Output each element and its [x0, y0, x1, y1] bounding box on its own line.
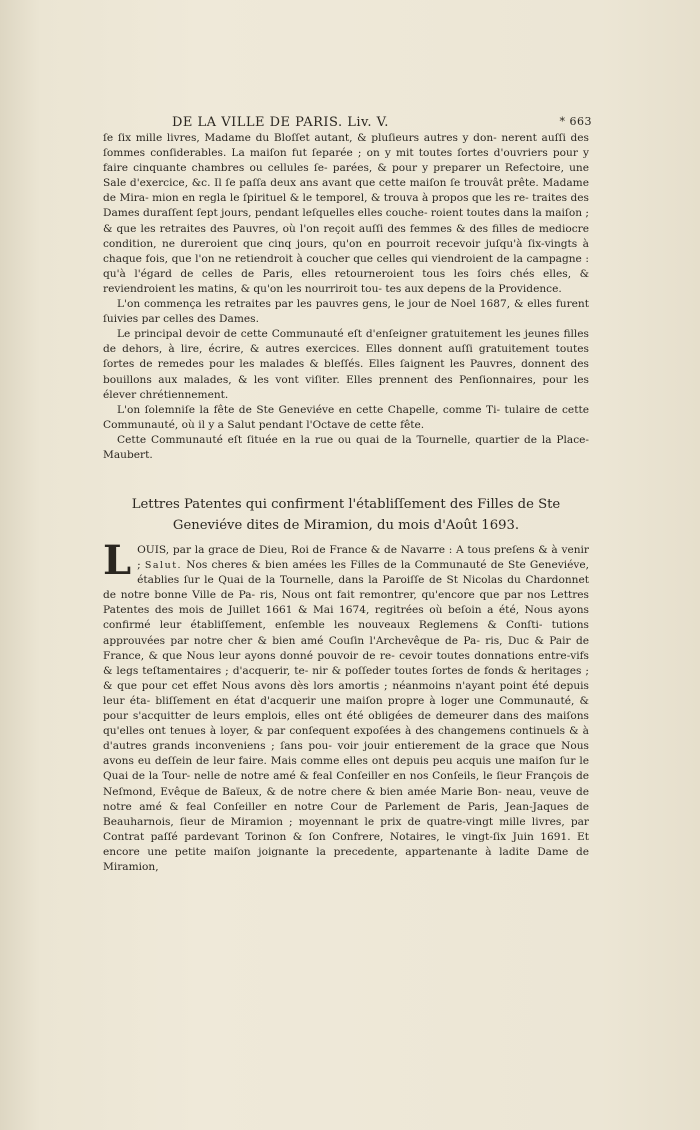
letters-patent-text: [103, 537, 589, 875]
paragraph: Le principal devoir de cette Communauté eſt d'enſeigner gratuitement les jeunes filles de dehors, à lire, écrire, & autres exercices. Elles donnent auſſi gratuitement toutes ſortes de remedes pour les malades & bleſſés. Elles ſaignent les Pauvres, donnent des bouillons aux malades, & les vont viſiter. Elles prennent des Penſionnaires, pour les élever chrétiennement.: [103, 328, 589, 401]
drop-cap: L: [103, 537, 132, 584]
letters-opening: OUIS, par la grace de Dieu, Roi de France & de Navarre : A tous preſens & à venir ;: [137, 544, 589, 572]
section-title-line: Geneviéve dites de Miramion, du mois d'Août 1693.: [172, 518, 520, 533]
paragraph: L'on commença les retraites par les pauvres gens, le jour de Noel 1687, & elles furent ſuivies par celles des Dames.: [103, 298, 589, 326]
section-title-line: Lettres Patentes qui confirment l'établiſſement des Filles de Ste: [131, 497, 561, 512]
paragraph: Cette Communauté eſt ſituée en la rue ou quai de la Tournelle, quartier de la Place-Maubert.: [103, 433, 589, 461]
page-number: * 663: [559, 115, 592, 128]
body-text-top: [103, 131, 589, 463]
section-title: [103, 494, 589, 536]
running-title: DE LA VILLE DE PARIS. Liv. V.: [172, 115, 389, 130]
salut-word: Salut.: [144, 560, 183, 572]
paragraph: ſe ſix mille livres, Madame du Bloſſet autant, & pluſieurs autres y don- nerent auſſi des ſommes conſiderables. La maiſon fut ſeparée ; on y mit toutes ſortes d'ouvriers pour y faire cinquante chambres ou cellules ſe- parées, & pour y preparer un Refectoire, une Sale d'exercice, &c. Il ſe paſſa deux ans avant que cette maiſon ſe trouvât prête. Madame de Mira- mion en regla le ſpirituel & le temporel, & trouva à propos que les re- traites des Dames duraſſent ſept jours, pendant leſquelles elles couche- roient toutes dans la maiſon ; & que les retraites des Pauvres, où l'on reçoit auſſi des femmes & des filles de mediocre condition, ne dureroient que cinq jours, qu'on en pourroit recevoir juſqu'à ſix-vingts à chaque fois, que l'on ne retiendroit à coucher que celles qui viendroient de la campagne : qu'à l'égard de celles de Paris, elles retourneroient tous les ſoirs chés elles, & reviendroient les matins, & qu'on les nourriroit tou- tes aux depens de la Providence.: [103, 132, 589, 295]
letters-body: Nos cheres & bien amées les Filles de la Communauté de Ste Geneviéve, établies ſur le Quai de la Tournelle, dans la Paroiſſe de St Nicolas du Chardonnet de notre bonne Ville de Pa- ris, Nous ont fait remontrer, qu'encore que par nos Lettres Patentes des mois de Juillet 1661 & Mai 1674, regitrées où beſoin a été, Nous ayons confirmé leur établiſſement, enſemble les nouveaux Reglemens & Conſti- tutions approuvées par notre cher & bien amé Couſin l'Archevêque de Pa- ris, Duc & Pair de France, & que Nous leur ayons donné pouvoir de re- cevoir toutes donnations entre-vifs & legs teſtamentaires ; d'acquerir, te- nir & poſſeder toutes ſortes de fonds & heritages ; & que pour cet effet Nous avons dès lors amortis ; néanmoins n'ayant point été depuis leur éta- bliſſement en état d'acquerir une maiſon propre à loger une Communauté, & pour s'acquitter de leurs emplois, elles ont été obligées de demeurer dans des maiſons qu'elles ont tenues à loyer, & par conſequent expoſées à des changemens continuels & à d'autres grands inconveniens ; ſans pou- voir jouir entierement de la grace que Nous avons eu deſſein de leur faire. Mais comme elles ont depuis peu acquis une maiſon ſur le Quai de la Tour- nelle de notre amé & feal Conſeiller en nos Conſeils, le ſieur François de Neſmond, Evêque de Baïeux, & de notre chere & bien amée Marie Bon- neau, veuve de notre amé & feal Conſeiller en notre Cour de Parlement de Paris, Jean-Jaques de Beauharnois, ſieur de Miramion ; moyennant le prix de quatre-vingt mille livres, par Contrat paſſé pardevant Torinon & ſon Confrere, Notaires, le vingt-ſix Juin 1691. Et encore une petite maiſon joignante la precedente, appartenante à ladite Dame de Miramion,: [103, 559, 589, 873]
paragraph: L'on ſolemniſe la fête de Ste Geneviéve en cette Chapelle, comme Ti- tulaire de cette Communauté, où il y a Salut pendant l'Octave de cette fête.: [103, 403, 589, 431]
